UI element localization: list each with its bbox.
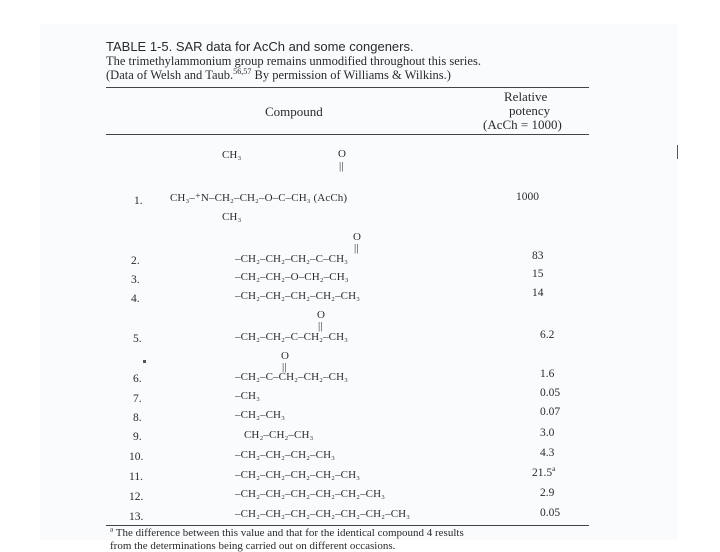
row4-number: 4. (131, 293, 140, 305)
header-rule-bottom (106, 134, 589, 135)
row11-formula: –CH₂–CH₂–CH₂–CH₂–CH₃ (235, 469, 361, 481)
row5-formula: –CH₂–CH₂–C–CH₂–CH₃ (235, 331, 349, 343)
row10-formula: –CH₂–CH₂–CH₂–CH₃ (235, 449, 336, 461)
row7-formula: –CH₃ (235, 390, 261, 402)
row1-top-methyl: CH₃ (222, 149, 242, 161)
row3-formula: –CH₂–CH₂–O–CH₂–CH₃ (235, 271, 349, 283)
row9-potency: 3.0 (540, 427, 555, 439)
row4-formula: –CH₂–CH₂–CH₂–CH₂–CH₃ (235, 290, 361, 302)
row11-footnote-mark: a (552, 464, 556, 474)
row3-potency: 15 (532, 268, 544, 280)
row11-potency: 21.5$^a$ (532, 464, 556, 479)
row11-number: 11. (129, 471, 143, 483)
row2-double-bond: || (354, 242, 359, 254)
row4-potency: 14 (532, 287, 544, 299)
row10-potency: 4.3 (540, 447, 555, 459)
row2-potency: 83 (532, 250, 544, 262)
table-rule-bottom (106, 525, 589, 526)
header-potency-line-1: Relative (504, 89, 548, 104)
caption-line-2: (Data of Welsh and Taub.$^{56,57}$ By permission of Williams & Wilkins.) (106, 66, 451, 82)
footnote-line-1: $^a$ The difference between this value and that for the identical compound 4 results (110, 525, 464, 539)
row5-double-bond: || (318, 320, 323, 332)
row9-number: 9. (133, 431, 142, 443)
row9-formula: CH₂–CH₂–CH₃ (244, 429, 314, 441)
row7-number: 7. (133, 393, 142, 405)
row5-potency: 6.2 (540, 329, 555, 341)
caption-reference: 56,57 (233, 66, 252, 76)
row5-carbonyl-o: O (317, 309, 326, 321)
table-title: TABLE 1-5. SAR data for AcCh and some congeners. (106, 39, 414, 54)
row13-potency: 0.05 (540, 507, 561, 519)
footnote-line-2: from the determinations being carried out on different occasions. (110, 540, 396, 552)
header-rule-top (106, 87, 589, 88)
row1-double-bond: || (339, 160, 344, 172)
row1-potency: 1000 (516, 191, 539, 203)
footnote-mark: a (110, 525, 114, 534)
scan-speck (143, 360, 146, 363)
row13-formula: –CH₂–CH₂–CH₂–CH₂–CH₂–CH₂–CH₃ (235, 508, 411, 520)
caption-line-1: The trimethylammonium group remains unmodified throughout this series. (106, 54, 481, 68)
row2-carbonyl-o: O (353, 231, 362, 243)
row8-number: 8. (133, 412, 142, 424)
row6-potency: 1.6 (540, 368, 555, 380)
header-potency-line-3: (AcCh = 1000) (483, 117, 562, 132)
row2-number: 2. (131, 255, 140, 267)
row3-number: 3. (131, 274, 140, 286)
row6-carbonyl-o: O (281, 350, 290, 362)
row12-potency: 2.9 (540, 487, 555, 499)
row6-formula: –CH₂–C–CH₂–CH₂–CH₃ (235, 371, 349, 383)
row1-number: 1. (134, 195, 143, 207)
row1-formula: CH₃–⁺N–CH₂–CH₂–O–C–CH₃ (AcCh) (170, 192, 348, 204)
row10-number: 10. (129, 451, 144, 463)
row2-formula: –CH₂–CH₂–CH₂–C–CH₃ (235, 253, 349, 265)
row5-number: 5. (133, 333, 142, 345)
row8-formula: –CH₂–CH₃ (235, 409, 286, 421)
row12-number: 12. (129, 491, 144, 503)
row7-potency: 0.05 (540, 387, 561, 399)
header-potency-line-2: potency (509, 103, 551, 118)
row1-carbonyl-o: O (338, 148, 347, 160)
row12-formula: –CH₂–CH₂–CH₂–CH₂–CH₂–CH₃ (235, 488, 386, 500)
row8-potency: 0.07 (540, 406, 561, 418)
margin-mark (677, 145, 678, 159)
header-compound: Compound (265, 104, 323, 119)
row6-number: 6. (133, 373, 142, 385)
scanned-page (40, 24, 678, 552)
row6-double-bond: || (282, 361, 287, 373)
row13-number: 13. (129, 511, 144, 523)
row1-bottom-methyl: CH₃ (222, 211, 242, 223)
